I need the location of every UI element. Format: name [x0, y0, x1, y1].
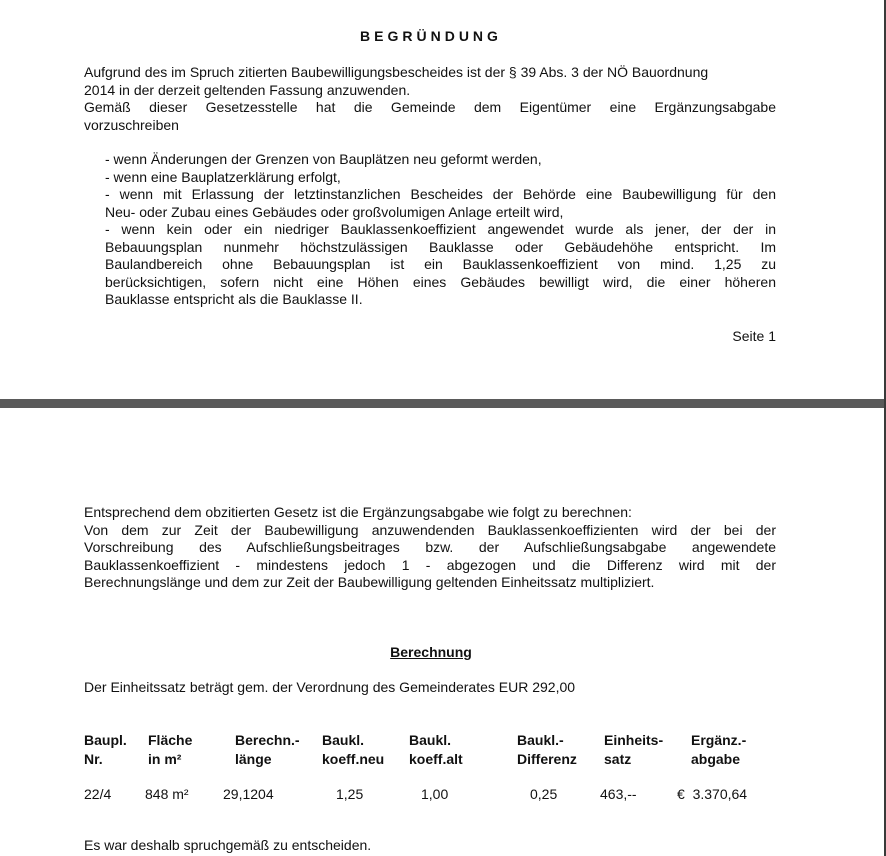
document-page-2	[0, 408, 884, 856]
table-header-cell	[517, 731, 577, 769]
document-title: BEGRÜNDUNG	[360, 28, 502, 44]
list-item	[105, 186, 776, 221]
text-line: Bauklasse entspricht als die Bauklasse II.	[105, 291, 363, 307]
header-line: Baukl.	[322, 732, 365, 748]
header-line: länge	[235, 751, 272, 767]
cell-flaeche: 848 m²	[145, 786, 189, 802]
list-item: - wenn eine Bauplatzerklärung erfolgt,	[105, 168, 341, 185]
condition-list	[105, 151, 776, 309]
einheitssatz-statement: Der Einheitssatz beträgt gem. der Verordnung des Gemeinderates EUR 292,00	[84, 679, 576, 695]
table-header-cell	[235, 731, 300, 769]
header-line: Ergänz.-	[691, 732, 747, 748]
list-item: - wenn Änderungen der Grenzen von Bauplätzen neu geformt werden,	[105, 151, 542, 167]
text-line: vorzuschreiben	[84, 116, 179, 133]
header-line: Baukl.	[409, 732, 452, 748]
closing-statement: Es war deshalb spruchgemäß zu entscheiden.	[84, 837, 372, 853]
text-line: Neu- oder Zubau eines Gebäudes oder großvolumigen Anlage erteilt wird,	[105, 203, 564, 220]
text-line: Aufgrund des im Spruch zitierten Baubewilligungsbescheides ist der § 39 Abs. 3 der NÖ Bauordnung	[84, 64, 709, 80]
text-line: Baulandbereich ohne Bebauungsplan ist ein Bauklassenkoeffizient von mind. 1,25 zu	[105, 256, 776, 272]
list-item	[105, 221, 776, 309]
text-line: Vorschreibung des Aufschließungsbeitrages bzw. der Aufschließungsabgabe angewendete	[84, 539, 776, 555]
table-header-cell	[691, 731, 746, 769]
paragraph-obligation	[84, 99, 776, 134]
header-line: Nr.	[84, 751, 103, 767]
paragraph-legal-basis	[84, 64, 776, 99]
text-line: 2014 in der derzeit geltenden Fassung anzuwenden.	[84, 81, 411, 98]
cell-einheitssatz: 463,--	[600, 786, 637, 802]
cell-berechnungslaenge: 29,1204	[223, 786, 274, 802]
page-number: Seite 1	[732, 328, 776, 344]
table-header-cell	[322, 731, 384, 769]
cell-differenz: 0,25	[530, 786, 558, 802]
header-line: Fläche	[148, 732, 193, 748]
header-line: satz	[604, 751, 632, 767]
cell-ergaenzungsabgabe: € 3.370,64	[677, 786, 748, 802]
table-header-cell	[409, 731, 463, 769]
text-line: - wenn kein oder ein niedriger Bauklassenkoeffizient angewendet wurde als jener, der der in	[105, 221, 776, 237]
header-line: koeff.neu	[322, 751, 385, 767]
paragraph-calculation-method	[84, 504, 776, 592]
text-line: Bauklassenkoeffizient - mindestens jedoch 1 - abgezogen und die Differenz wird mit der	[84, 556, 776, 573]
text-line: Berechnungslänge und dem zur Zeit der Baubewilligung geltenden Einheitssatz multipliziert.	[84, 574, 655, 590]
header-line: koeff.alt	[409, 751, 463, 767]
text-line: Gemäß dieser Gesetzesstelle hat die Gemeinde dem Eigentümer eine Ergänzungsabgabe	[84, 99, 776, 115]
text-line: Entsprechend dem obzitierten Gesetz ist die Ergänzungsabgabe wie folgt zu berechnen:	[84, 504, 632, 520]
text-line: - wenn mit Erlassung der letztinstanzlichen Bescheides der Behörde eine Baubewilligung für den	[105, 186, 776, 202]
cell-koeff-neu: 1,25	[336, 786, 364, 802]
cell-koeff-alt: 1,00	[421, 786, 449, 802]
table-header-cell	[148, 731, 192, 769]
table-header-cell	[84, 731, 127, 769]
document-page-1	[0, 0, 884, 399]
text-line: berücksichtigen, sofern nicht eine Höhen eines Gebäudes bewilligt wird, die einer höheren	[105, 273, 776, 290]
header-line: Baukl.-	[517, 732, 564, 748]
table-header-cell	[604, 731, 663, 769]
text-line: Von dem zur Zeit der Baubewilligung anzuwendenden Bauklassenkoeffizienten wird der bei der	[84, 521, 776, 538]
header-line: Baupl.	[84, 732, 127, 748]
calculation-heading: Berechnung	[390, 644, 472, 660]
cell-bauplatz-nr: 22/4	[84, 786, 112, 802]
page-separator	[0, 399, 884, 408]
header-line: in m²	[148, 751, 182, 767]
header-line: Differenz	[517, 751, 577, 767]
header-line: abgabe	[691, 751, 741, 767]
header-line: Berechn.-	[235, 732, 300, 748]
text-line: Bebauungsplan nunmehr höchstzulässigen Bauklasse oder Gebäudehöhe entspricht. Im	[105, 238, 776, 255]
header-line: Einheits-	[604, 732, 664, 748]
